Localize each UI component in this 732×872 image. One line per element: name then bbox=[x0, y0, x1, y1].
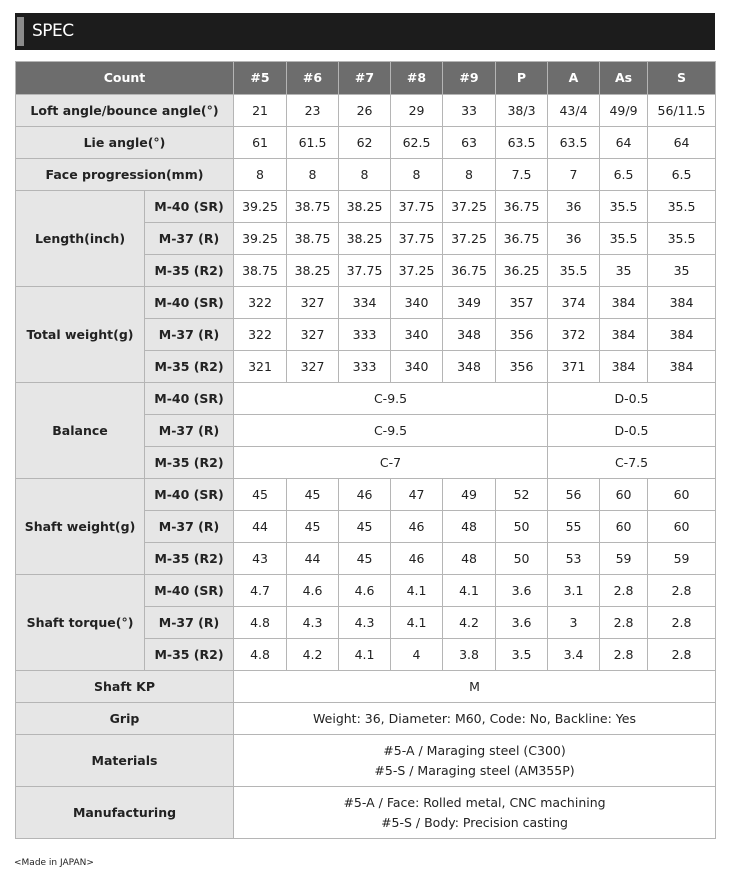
table-cell: 43 bbox=[234, 543, 287, 575]
table-cell: 35.5 bbox=[548, 255, 600, 287]
table-cell bbox=[234, 787, 716, 839]
table-cell: 59 bbox=[600, 543, 648, 575]
table-cell: 4.1 bbox=[391, 575, 443, 607]
table-cell: 4.6 bbox=[339, 575, 391, 607]
table-cell: 3.4 bbox=[548, 639, 600, 671]
table-cell: 371 bbox=[548, 351, 600, 383]
shaft-label: M-37 (R) bbox=[145, 319, 234, 351]
made-in-note: <Made in JAPAN> bbox=[14, 858, 94, 868]
table-cell: 56/11.5 bbox=[648, 95, 716, 127]
loft-row bbox=[16, 95, 716, 127]
materials-line: #5-A / Maraging steel (C300) bbox=[383, 743, 566, 759]
column-header: #6 bbox=[287, 62, 339, 95]
table-cell: 7 bbox=[548, 159, 600, 191]
shaft-label: M-35 (R2) bbox=[145, 255, 234, 287]
table-cell: 33 bbox=[443, 95, 496, 127]
count-header: Count bbox=[16, 62, 234, 95]
shaft-label: M-35 (R2) bbox=[145, 447, 234, 479]
table-cell: 8 bbox=[391, 159, 443, 191]
materials-row bbox=[16, 735, 716, 787]
column-header: #5 bbox=[234, 62, 287, 95]
table-cell: 333 bbox=[339, 351, 391, 383]
table-cell: 35.5 bbox=[648, 191, 716, 223]
shaft-label: M-35 (R2) bbox=[145, 639, 234, 671]
table-cell: 2.8 bbox=[648, 607, 716, 639]
shaft-kp-row bbox=[16, 671, 716, 703]
table-cell: 8 bbox=[339, 159, 391, 191]
column-header: #8 bbox=[391, 62, 443, 95]
table-cell: 384 bbox=[648, 319, 716, 351]
column-header: A bbox=[548, 62, 600, 95]
table-cell: 384 bbox=[600, 351, 648, 383]
row-label: Manufacturing bbox=[16, 787, 234, 839]
grip-row bbox=[16, 703, 716, 735]
table-cell: 8 bbox=[443, 159, 496, 191]
table-cell: 374 bbox=[548, 287, 600, 319]
table-cell: 340 bbox=[391, 287, 443, 319]
table-cell: C-7.5 bbox=[548, 447, 716, 479]
row-label: Shaft torque(°) bbox=[16, 575, 145, 671]
shaft-label: M-35 (R2) bbox=[145, 351, 234, 383]
lie-row bbox=[16, 127, 716, 159]
table-cell: 45 bbox=[339, 511, 391, 543]
table-cell: 39.25 bbox=[234, 223, 287, 255]
table-cell: 4.3 bbox=[339, 607, 391, 639]
shaft-label: M-37 (R) bbox=[145, 415, 234, 447]
table-cell: 333 bbox=[339, 319, 391, 351]
table-cell: 327 bbox=[287, 319, 339, 351]
table-cell: 38.75 bbox=[287, 223, 339, 255]
manufacturing-line: #5-A / Face: Rolled metal, CNC machining bbox=[343, 795, 606, 811]
table-cell: 44 bbox=[287, 543, 339, 575]
table-cell bbox=[234, 735, 716, 787]
column-header: As bbox=[600, 62, 648, 95]
table-cell: 55 bbox=[548, 511, 600, 543]
table-cell: M bbox=[234, 671, 716, 703]
header-accent-bar bbox=[17, 17, 24, 46]
table-cell: 38.25 bbox=[339, 191, 391, 223]
table-cell: 29 bbox=[391, 95, 443, 127]
table-cell: 60 bbox=[648, 479, 716, 511]
table-cell: 56 bbox=[548, 479, 600, 511]
table-cell: 38.75 bbox=[234, 255, 287, 287]
balance-row bbox=[16, 383, 716, 415]
row-label: Length(inch) bbox=[16, 191, 145, 287]
table-cell: 44 bbox=[234, 511, 287, 543]
shaft-label: M-37 (R) bbox=[145, 511, 234, 543]
table-cell: 36.75 bbox=[496, 223, 548, 255]
shaft-label: M-37 (R) bbox=[145, 607, 234, 639]
table-cell: 372 bbox=[548, 319, 600, 351]
table-cell: 4.2 bbox=[287, 639, 339, 671]
length-row bbox=[16, 191, 716, 223]
table-cell: 340 bbox=[391, 319, 443, 351]
table-cell: 49/9 bbox=[600, 95, 648, 127]
table-cell: 46 bbox=[339, 479, 391, 511]
column-header: #7 bbox=[339, 62, 391, 95]
table-cell: 26 bbox=[339, 95, 391, 127]
table-cell: 49 bbox=[443, 479, 496, 511]
table-cell: 50 bbox=[496, 511, 548, 543]
table-cell: 63 bbox=[443, 127, 496, 159]
table-cell: 340 bbox=[391, 351, 443, 383]
table-cell: C-7 bbox=[234, 447, 548, 479]
table-cell: 36.75 bbox=[496, 191, 548, 223]
table-cell: 43/4 bbox=[548, 95, 600, 127]
table-cell: 8 bbox=[287, 159, 339, 191]
shaft-label: M-40 (SR) bbox=[145, 575, 234, 607]
table-cell: 35.5 bbox=[600, 223, 648, 255]
table-cell: 322 bbox=[234, 287, 287, 319]
table-cell: 4.3 bbox=[287, 607, 339, 639]
table-cell: 23 bbox=[287, 95, 339, 127]
manufacturing-line: #5-S / Body: Precision casting bbox=[381, 814, 568, 830]
table-cell: 35 bbox=[600, 255, 648, 287]
table-cell: 4.2 bbox=[443, 607, 496, 639]
table-cell: 38.75 bbox=[287, 191, 339, 223]
column-header: P bbox=[496, 62, 548, 95]
table-cell: D-0.5 bbox=[548, 383, 716, 415]
table-cell: 4.6 bbox=[287, 575, 339, 607]
table-cell: 6.5 bbox=[648, 159, 716, 191]
row-label: Face progression(mm) bbox=[16, 159, 234, 191]
shaft-label: M-35 (R2) bbox=[145, 543, 234, 575]
table-cell: 384 bbox=[600, 287, 648, 319]
table-cell: 59 bbox=[648, 543, 716, 575]
table-cell: 384 bbox=[600, 319, 648, 351]
table-cell: 3 bbox=[548, 607, 600, 639]
shaft-label: M-40 (SR) bbox=[145, 191, 234, 223]
spec-table bbox=[15, 61, 716, 839]
table-cell: 64 bbox=[648, 127, 716, 159]
table-cell: 37.75 bbox=[339, 255, 391, 287]
row-label: Materials bbox=[16, 735, 234, 787]
table-cell: 21 bbox=[234, 95, 287, 127]
section-title: SPEC bbox=[32, 21, 74, 41]
table-cell: 45 bbox=[234, 479, 287, 511]
table-cell: 38.25 bbox=[287, 255, 339, 287]
shaft-weight-row bbox=[16, 479, 716, 511]
table-header-row bbox=[16, 62, 716, 95]
shaft-label: M-37 (R) bbox=[145, 223, 234, 255]
table-cell: 4.1 bbox=[443, 575, 496, 607]
table-cell: 3.6 bbox=[496, 575, 548, 607]
table-cell: 61.5 bbox=[287, 127, 339, 159]
table-cell: 2.8 bbox=[600, 639, 648, 671]
table-cell: 321 bbox=[234, 351, 287, 383]
table-cell: 327 bbox=[287, 351, 339, 383]
table-cell: 46 bbox=[391, 543, 443, 575]
table-cell: 35.5 bbox=[600, 191, 648, 223]
table-cell: 356 bbox=[496, 319, 548, 351]
table-cell: 36.75 bbox=[443, 255, 496, 287]
table-cell: 3.6 bbox=[496, 607, 548, 639]
table-cell: 53 bbox=[548, 543, 600, 575]
table-cell: 37.25 bbox=[443, 223, 496, 255]
table-cell: 46 bbox=[391, 511, 443, 543]
row-label: Shaft weight(g) bbox=[16, 479, 145, 575]
table-cell: 63.5 bbox=[496, 127, 548, 159]
table-cell: 4.8 bbox=[234, 607, 287, 639]
row-label: Balance bbox=[16, 383, 145, 479]
row-label: Loft angle/bounce angle(°) bbox=[16, 95, 234, 127]
table-cell: 4 bbox=[391, 639, 443, 671]
table-cell: 6.5 bbox=[600, 159, 648, 191]
row-label: Total weight(g) bbox=[16, 287, 145, 383]
table-cell: 37.75 bbox=[391, 191, 443, 223]
table-cell: 2.8 bbox=[648, 575, 716, 607]
table-cell: 348 bbox=[443, 351, 496, 383]
shaft-torque-row bbox=[16, 575, 716, 607]
column-header: S bbox=[648, 62, 716, 95]
table-cell: 36 bbox=[548, 223, 600, 255]
table-cell: 61 bbox=[234, 127, 287, 159]
table-cell: 3.8 bbox=[443, 639, 496, 671]
table-cell: 3.1 bbox=[548, 575, 600, 607]
row-label: Shaft KP bbox=[16, 671, 234, 703]
total-weight-row bbox=[16, 287, 716, 319]
table-cell: 327 bbox=[287, 287, 339, 319]
table-cell: 38.25 bbox=[339, 223, 391, 255]
table-cell: 322 bbox=[234, 319, 287, 351]
table-cell: 37.75 bbox=[391, 223, 443, 255]
table-cell: 60 bbox=[600, 511, 648, 543]
table-cell: 37.25 bbox=[443, 191, 496, 223]
shaft-label: M-40 (SR) bbox=[145, 383, 234, 415]
table-cell: 334 bbox=[339, 287, 391, 319]
table-cell: 45 bbox=[287, 479, 339, 511]
table-cell: 384 bbox=[648, 287, 716, 319]
table-cell: 3.5 bbox=[496, 639, 548, 671]
row-label: Grip bbox=[16, 703, 234, 735]
face-progression-row bbox=[16, 159, 716, 191]
table-cell: 37.25 bbox=[391, 255, 443, 287]
shaft-label: M-40 (SR) bbox=[145, 479, 234, 511]
table-cell: 62.5 bbox=[391, 127, 443, 159]
table-cell: 52 bbox=[496, 479, 548, 511]
table-cell: 63.5 bbox=[548, 127, 600, 159]
table-cell: 349 bbox=[443, 287, 496, 319]
table-cell: 47 bbox=[391, 479, 443, 511]
table-cell: 62 bbox=[339, 127, 391, 159]
table-cell: 48 bbox=[443, 511, 496, 543]
table-cell: 2.8 bbox=[648, 639, 716, 671]
table-cell: 36.25 bbox=[496, 255, 548, 287]
table-cell: C-9.5 bbox=[234, 415, 548, 447]
table-cell: 60 bbox=[600, 479, 648, 511]
table-cell: 7.5 bbox=[496, 159, 548, 191]
row-label: Lie angle(°) bbox=[16, 127, 234, 159]
table-cell: 36 bbox=[548, 191, 600, 223]
table-cell: Weight: 36, Diameter: M60, Code: No, Backline: Yes bbox=[234, 703, 716, 735]
table-cell: 384 bbox=[648, 351, 716, 383]
table-cell: D-0.5 bbox=[548, 415, 716, 447]
table-cell: 357 bbox=[496, 287, 548, 319]
table-cell: C-9.5 bbox=[234, 383, 548, 415]
table-cell: 64 bbox=[600, 127, 648, 159]
table-cell: 38/3 bbox=[496, 95, 548, 127]
table-cell: 45 bbox=[339, 543, 391, 575]
table-cell: 39.25 bbox=[234, 191, 287, 223]
table-cell: 348 bbox=[443, 319, 496, 351]
table-cell: 48 bbox=[443, 543, 496, 575]
table-cell: 356 bbox=[496, 351, 548, 383]
materials-line: #5-S / Maraging steel (AM355P) bbox=[374, 762, 575, 778]
table-cell: 50 bbox=[496, 543, 548, 575]
table-cell: 4.8 bbox=[234, 639, 287, 671]
manufacturing-row bbox=[16, 787, 716, 839]
table-cell: 45 bbox=[287, 511, 339, 543]
shaft-label: M-40 (SR) bbox=[145, 287, 234, 319]
table-cell: 2.8 bbox=[600, 607, 648, 639]
table-cell: 60 bbox=[648, 511, 716, 543]
table-cell: 4.1 bbox=[339, 639, 391, 671]
table-cell: 4.1 bbox=[391, 607, 443, 639]
table-cell: 4.7 bbox=[234, 575, 287, 607]
column-header: #9 bbox=[443, 62, 496, 95]
table-cell: 8 bbox=[234, 159, 287, 191]
section-header bbox=[15, 13, 715, 50]
table-cell: 35 bbox=[648, 255, 716, 287]
table-cell: 35.5 bbox=[648, 223, 716, 255]
table-cell: 2.8 bbox=[600, 575, 648, 607]
